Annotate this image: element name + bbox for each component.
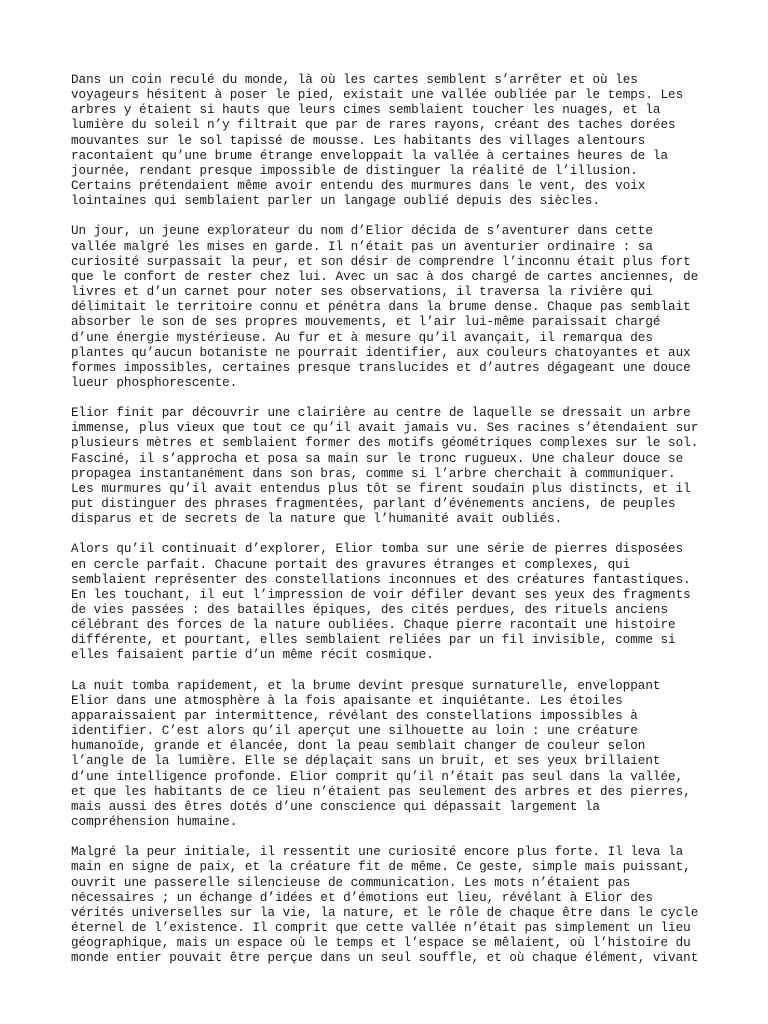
paragraph-2: Un jour, un jeune explorateur du nom d’Elior décida de s’aventurer dans cette vallée malgré les mises en garde. Il n’était pas un aventurier ordinaire : sa curiosité surpassait la peur, et son désir de comprendre l’inconnu était plus fort que le confort de rester chez lui. Avec un sac à dos chargé de cartes anciennes, de livres et d’un carnet pour noter ses observations, il traversa la rivière qui délimitait le territoire connu et pénétra dans la brume dense. Chaque pas semblait absorber le son de ses propres mouvements, et l’air lui-même paraissait chargé d’une énergie mystérieuse. Au fur et à mesure qu’il avançait, il remarqua des plantes qu’aucun botaniste ne pourrait identifier, aux couleurs chatoyantes et aux formes impossibles, certaines presque translucides et d’autres dégageant une douce lueur phosphorescente.	[71, 224, 699, 390]
paragraph-4: Alors qu’il continuait d’explorer, Elior tomba sur une série de pierres disposées en cercle parfait. Chacune portait des gravures étranges et complexes, qui semblaient représenter des constellations inconnues et des créatures fantastiques. En les touchant, il eut l’impression de voir défiler devant ses yeux des fragments de vies passées : des batailles épiques, des cités perdues, des rituels anciens célébrant des forces de la nature oubliées. Chaque pierre racontait une histoire différente, et pourtant, elles semblaient reliées par un fil invisible, comme si elles faisaient partie d’un même récit cosmique.	[71, 542, 691, 663]
paragraph-3: Elior finit par découvrir une clairière au centre de laquelle se dressait un arbre immense, plus vieux que tout ce qu’il avait jamais vu. Ses racines s’étendaient sur plusieurs mètres et semblaient former des motifs géométriques complexes sur le sol. Fasciné, il s’approcha et posa sa main sur le tronc rugueux. Une chaleur douce se propagea instantanément dans son bras, comme si l’arbre cherchait à communiquer. Les murmures qu’il avait entendus plus tôt se firent soudain plus distincts, et il put distinguer des phrases fragmentées, parlant d’événements anciens, de peuples disparus et de secrets de la nature que l’humanité avait oubliés.	[71, 406, 699, 527]
paragraph-5: La nuit tomba rapidement, et la brume devint presque surnaturelle, enveloppant Elior dans une atmosphère à la fois apaisante et inquiétante. Les étoiles apparaissaient par intermittence, révélant des constellations impossibles à identifier. C’est alors qu’il aperçut une silhouette au loin : une créature humanoïde, grande et élancée, dont la peau semblait changer de couleur selon l’angle de la lumière. Elle se déplaçait sans un bruit, et ses yeux brillaient d’une intelligence profonde. Elior comprit qu’il n’était pas seul dans la vallée, et que les habitants de ce lieu n’étaient pas seulement des arbres et des pierres, mais aussi des êtres dotés d’une conscience qui dépassait largement la compréhension humaine.	[71, 678, 691, 830]
document-body	[71, 73, 701, 981]
paragraph-1: Dans un coin reculé du monde, là où les cartes semblent s’arrêter et où les voyageurs hésitent à poser le pied, existait une vallée oubliée par le temps. Les arbres y étaient si hauts que leurs cimes semblaient toucher les nuages, et la lumière du soleil n’y filtrait que par de rares rayons, créant des taches dorées mouvantes sur le sol tapissé de mousse. Les habitants des villages alentours racontaient qu’une brume étrange enveloppait la vallée à certaines heures de la journée, rendant presque impossible de distinguer la réalité de l’illusion. Certains prétendaient même avoir entendu des murmures dans le vent, des voix lointaines qui semblaient parler un langage oublié depuis des siècles.	[71, 73, 684, 209]
paragraph-6: Malgré la peur initiale, il ressentit une curiosité encore plus forte. Il leva la main en signe de paix, et la créature fit de même. Ce geste, simple mais puissant, ouvrit une passerelle silencieuse de communication. Les mots n’étaient pas nécessaires ; un échange d’idées et d’émotions eut lieu, révélant à Elior des vérités universelles sur la vie, la nature, et le rôle de chaque être dans le cycle éternel de l’existence. Il comprit que cette vallée n’était pas simplement un lieu géographique, mais un espace où le temps et l’espace se mêlaient, où l’histoire du monde entier pouvait être perçue dans un seul souffle, et où chaque élément, vivant	[71, 845, 699, 966]
